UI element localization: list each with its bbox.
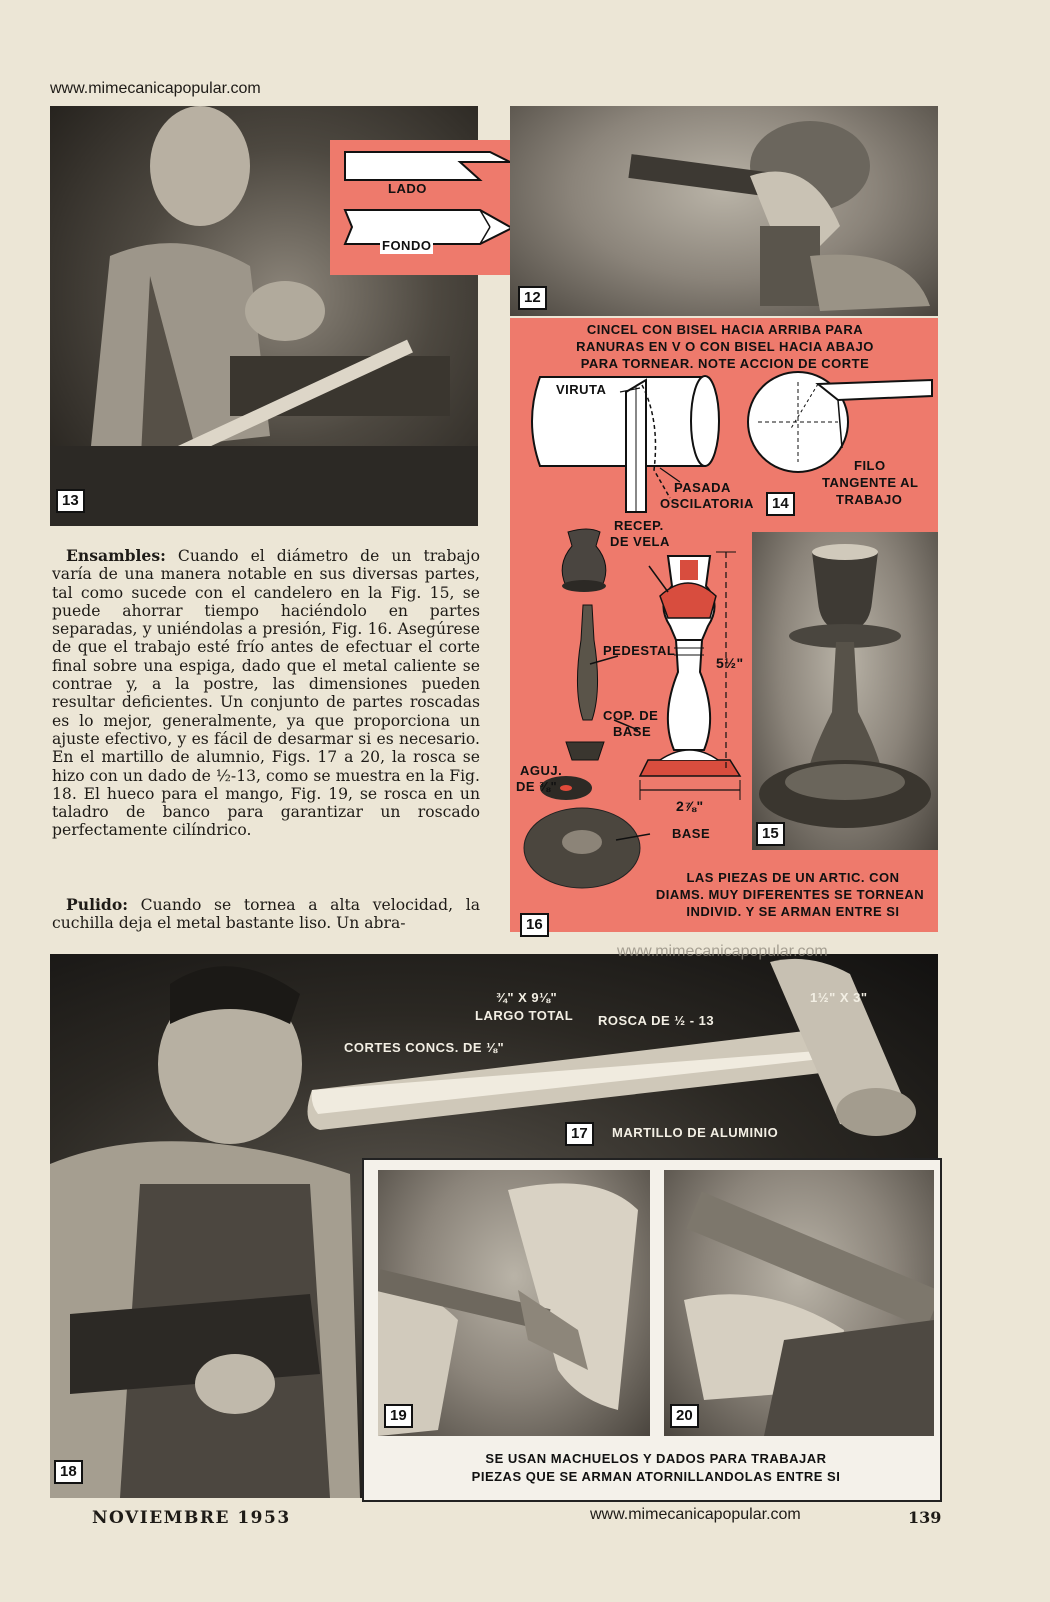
label-cuts: CORTES CONCS. DE ⅛" bbox=[344, 1040, 505, 1055]
article-paragraph-pulido bbox=[52, 896, 480, 933]
figure-20-number: 20 bbox=[670, 1404, 699, 1428]
candlestick-illustration bbox=[752, 532, 938, 850]
label-cop-2: BASE bbox=[613, 724, 652, 739]
figure-20-photo bbox=[664, 1170, 934, 1436]
caption-19-20-line-2: PIEZAS QUE SE ARMAN ATORNILLANDOLAS ENTRE SI bbox=[471, 1469, 841, 1484]
label-filo-3: TRABAJO bbox=[836, 492, 903, 507]
lead-ensambles: Ensambles: bbox=[66, 546, 166, 565]
label-pasada-2: OSCILATORIA bbox=[660, 496, 754, 511]
caption-19-20-line-1: SE USAN MACHUELOS Y DADOS PARA TRABAJAR bbox=[485, 1451, 827, 1466]
label-filo-1: FILO bbox=[854, 458, 886, 473]
label-lado: LADO bbox=[388, 181, 427, 196]
figure-14-number: 14 bbox=[766, 492, 795, 516]
vise-handle-illustration bbox=[664, 1170, 934, 1436]
header-url[interactable]: www.mimecanicapopular.com bbox=[50, 80, 261, 97]
figure-16-caption-2: DIAMS. MUY DIFERENTES SE TORNEAN bbox=[655, 887, 925, 902]
label-head-dims: 1½" X 3" bbox=[810, 990, 868, 1005]
figure-13-number: 13 bbox=[56, 489, 85, 513]
figure-17-title: MARTILLO DE ALUMINIO bbox=[612, 1125, 779, 1140]
label-pedestal: PEDESTAL bbox=[603, 643, 676, 658]
page-number: 139 bbox=[908, 1508, 942, 1527]
label-pasada-1: PASADA bbox=[674, 480, 731, 495]
label-recep-2: DE VELA bbox=[610, 534, 670, 549]
figure-16-caption-1: LAS PIEZAS DE UN ARTIC. CON bbox=[686, 870, 900, 885]
dimension-width: 2⅞" bbox=[676, 798, 704, 814]
article-paragraph-ensambles bbox=[52, 547, 480, 840]
figure-18-number: 18 bbox=[54, 1460, 83, 1484]
figure-17-number: 17 bbox=[565, 1122, 594, 1146]
label-handle-dims-1: ¾" X 9⅛" bbox=[496, 990, 558, 1005]
figure-19-photo bbox=[378, 1170, 650, 1436]
label-recep-1: RECEP. bbox=[614, 518, 664, 533]
lead-pulido: Pulido: bbox=[66, 895, 128, 914]
text-ensambles: Cuando el diámetro de un trabajo varía de una manera notable en sus diversas partes, tal como sucede con el candelero en la Fig. 15, se puede ahorrar tiempo haciéndolo en partes separadas, y uniéndolas a presión, Fig. 16. Asegúrese de que el trabajo esté frío antes de efectuar el corte final sobre una espiga, dado que el metal caliente se contrae y, a la postre, las dimensiones pueden resultar deficientes. Un conjunto de partes roscadas es lo mejor, generalmente, ya que proporciona un ajuste efectivo, y es fácil de desarmar si es necesario. En el martillo de alumnio, Figs. 17 a 20, la rosca se hizo con un dado de ½-13, como se muestra en la Fig. 18. El hueco para el mango, Fig. 19, se rosca en un taladro de banco para garantizar un roscado perfectamente cilíndrico. bbox=[52, 547, 480, 840]
figure-16-caption-3: INDIVID. Y SE ARMAN ENTRE SI bbox=[686, 904, 900, 919]
label-aguj-2: DE ⅜" bbox=[516, 779, 558, 794]
label-aguj-1: AGUJ. bbox=[520, 763, 563, 778]
label-handle-dims-2: LARGO TOTAL bbox=[475, 1008, 574, 1023]
label-thread: ROSCA DE ½ - 13 bbox=[598, 1013, 715, 1028]
figure-14-heading-2: RANURAS EN V O CON BISEL HACIA ABAJO bbox=[576, 339, 874, 354]
label-viruta: VIRUTA bbox=[556, 382, 607, 397]
footer-date: NOVIEMBRE 1953 bbox=[92, 1508, 291, 1528]
label-filo-2: TANGENTE AL bbox=[822, 475, 919, 490]
text-pulido: Cuando se tornea a alta velocidad, la cuchilla deja el metal bastante liso. Un abra- bbox=[52, 896, 480, 933]
watermark-url: www.mimecanicapopular.com bbox=[617, 943, 828, 960]
dimension-height: 5½" bbox=[716, 655, 744, 671]
figure-19-number: 19 bbox=[384, 1404, 413, 1428]
figure-16-number: 16 bbox=[520, 913, 549, 937]
figure-14-heading-1: CINCEL CON BISEL HACIA ARRIBA PARA bbox=[586, 322, 864, 337]
figure-12-number: 12 bbox=[518, 286, 547, 310]
figure-14-heading-3: PARA TORNEAR. NOTE ACCION DE CORTE bbox=[580, 356, 870, 371]
threading-hammer-head-illustration bbox=[378, 1170, 650, 1436]
label-base: BASE bbox=[672, 826, 711, 841]
figure-15-number: 15 bbox=[756, 822, 785, 846]
label-fondo: FONDO bbox=[382, 238, 432, 253]
figure-15-photo bbox=[752, 532, 938, 850]
label-cop-1: COP. DE bbox=[603, 708, 659, 723]
footer-url[interactable]: www.mimecanicapopular.com bbox=[590, 1506, 801, 1523]
